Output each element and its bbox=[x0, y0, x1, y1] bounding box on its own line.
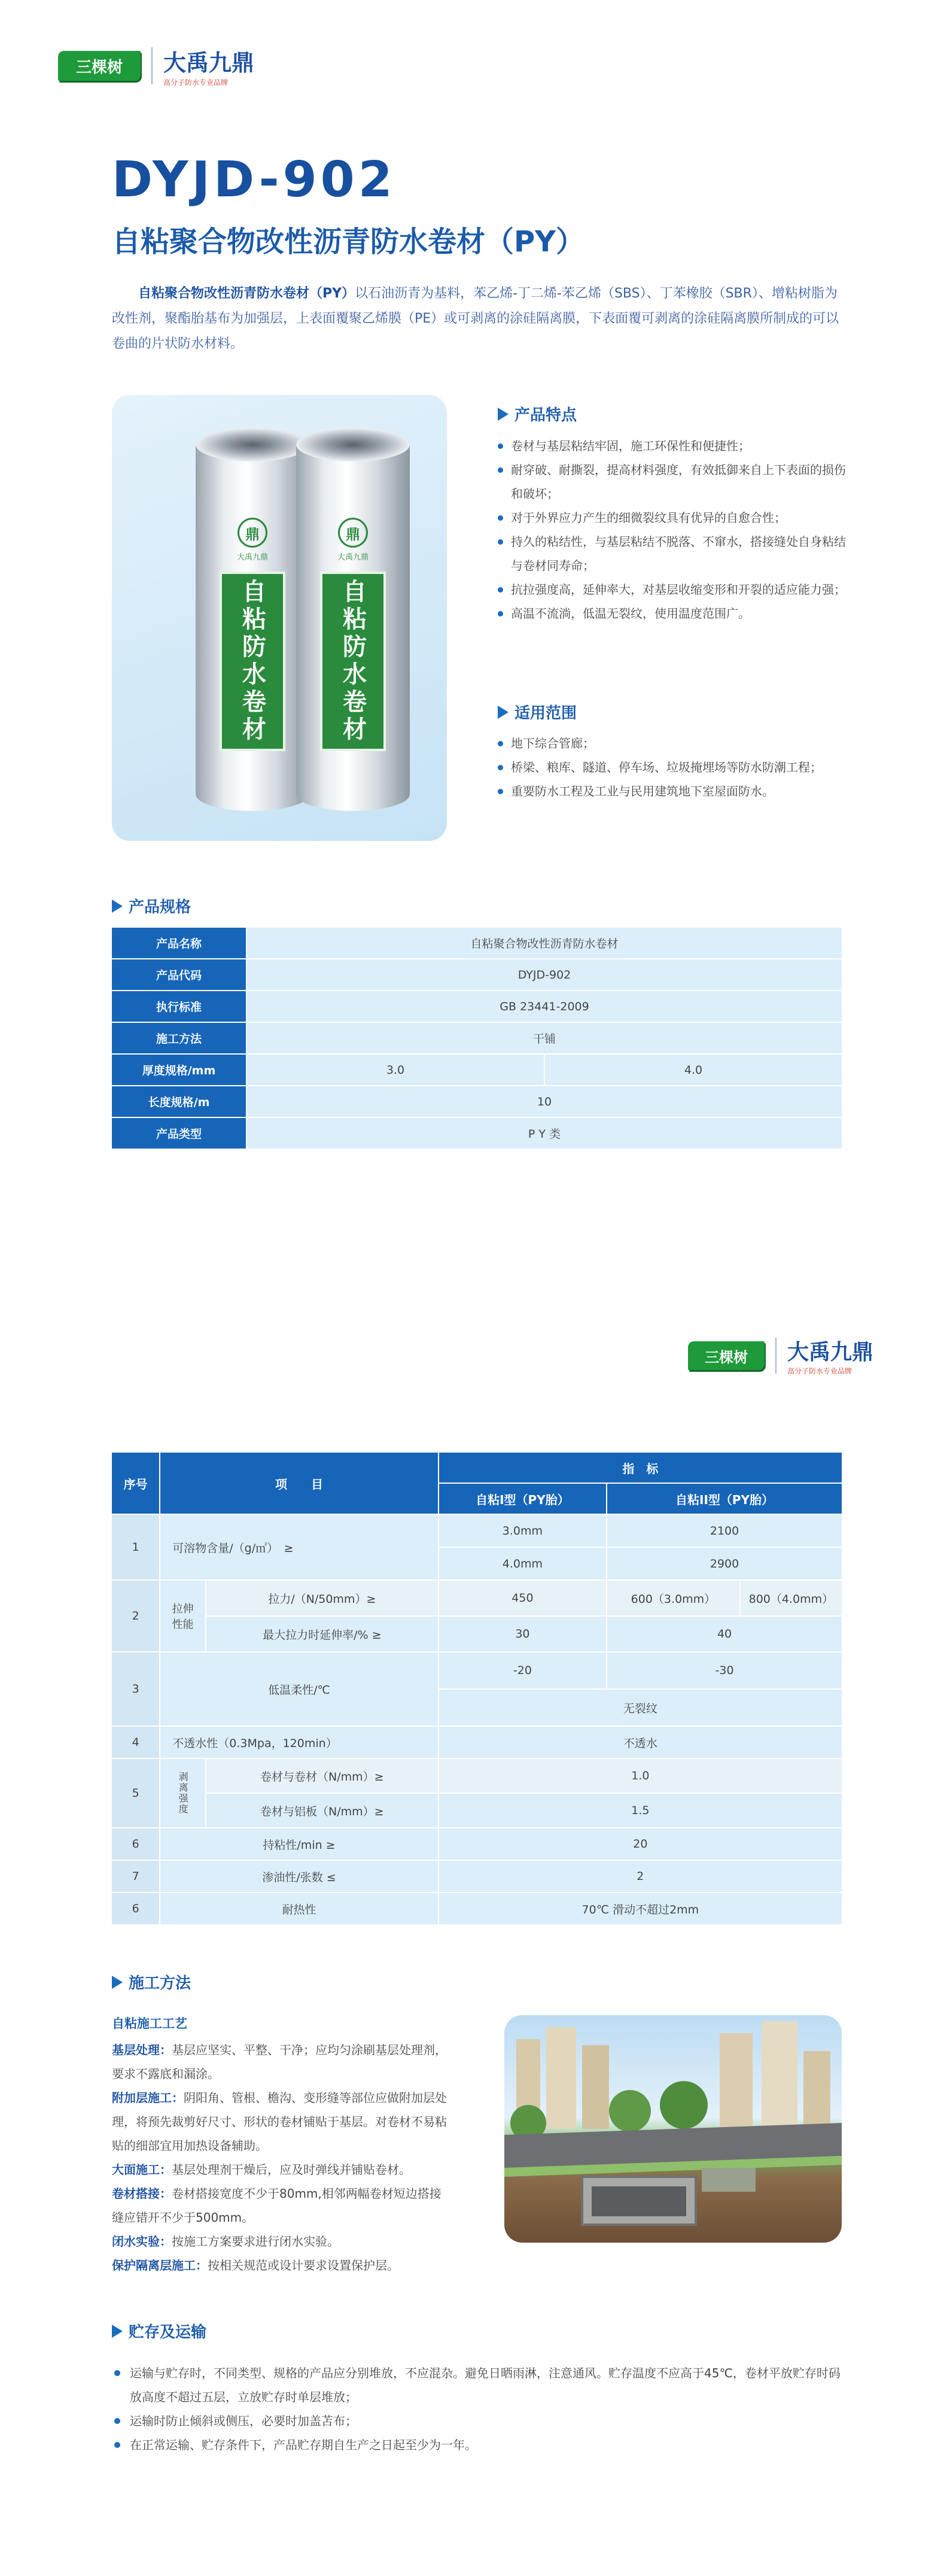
step-text: 卷材搭接宽度不少于80mm,相邻两幅卷材短边搭接缝应错开不少于500mm。 bbox=[112, 2186, 441, 2225]
row-item: 最大拉力时延伸率/% ≥ bbox=[206, 1617, 438, 1651]
cell: 1.0 bbox=[439, 1759, 842, 1793]
tunnel-interior bbox=[592, 2186, 686, 2216]
step-text: 阴阳角、管根、檐沟、变形缝等部位应做附加层处理，将预先裁剪好尺寸、形状的卷材铺贴于基层。对卷材不易粘贴的细部宜用加热设备辅助。 bbox=[112, 2091, 447, 2153]
list-item: 运输与贮存时，不同类型、规格的产品应分别堆放，不应混杂。避免日晒雨淋，注意通风。贮存温度不应高于45℃，卷材平放贮存时码放高度不超过五层，立放贮存时单层堆放； bbox=[112, 2361, 842, 2409]
row-no: 4 bbox=[112, 1727, 159, 1758]
product-code-title: DYJD-902 bbox=[112, 151, 396, 208]
list-item: 抗拉强度高，延伸率大，对基层收缩变形和开裂的适应能力强； bbox=[498, 578, 848, 602]
spec-label: 厚度规格/mm bbox=[112, 1055, 246, 1085]
roll-brand: 大禹九鼎 bbox=[236, 553, 268, 562]
row-no: 1 bbox=[112, 1515, 159, 1579]
arrow-icon bbox=[112, 2325, 123, 2338]
col-header-indicator: 指 标 bbox=[439, 1453, 842, 1483]
spec-label: 执行标准 bbox=[112, 991, 246, 1022]
spec-value: 4.0 bbox=[545, 1055, 842, 1085]
spec-table bbox=[111, 926, 843, 1150]
spec-label: 产品类型 bbox=[112, 1118, 246, 1149]
step bbox=[112, 2038, 450, 2086]
spec-value: P Y 类 bbox=[247, 1118, 842, 1149]
roll-label: 自粘防水卷材 bbox=[320, 572, 386, 751]
scene-illustration bbox=[504, 2015, 842, 2243]
cell: 2100 bbox=[607, 1515, 842, 1547]
list-item: 卷材与基层粘结牢固，施工环保性和便捷性； bbox=[498, 434, 848, 458]
logo-divider bbox=[151, 47, 153, 84]
product-name-title: 自粘聚合物改性沥青防水卷材（PY） bbox=[112, 225, 584, 259]
table-row bbox=[112, 1118, 842, 1149]
arrow-icon bbox=[112, 900, 123, 913]
cell: 不透水 bbox=[439, 1727, 842, 1758]
table-row bbox=[112, 991, 842, 1022]
roll-left bbox=[196, 428, 309, 811]
brand-logo-middle bbox=[688, 1335, 873, 1377]
spec-value: 3.0 bbox=[247, 1055, 544, 1085]
scope-heading bbox=[498, 701, 577, 723]
step-key: 大面施工： bbox=[112, 2162, 172, 2177]
tree bbox=[609, 2090, 651, 2132]
product-intro bbox=[112, 281, 842, 357]
row-no: 3 bbox=[112, 1652, 159, 1726]
building bbox=[546, 2027, 576, 2129]
table-row bbox=[112, 1023, 842, 1053]
spec-value: GB 23441-2009 bbox=[247, 991, 842, 1022]
cell: 450 bbox=[439, 1581, 606, 1615]
row-item: 渗油性/张数 ≤ bbox=[160, 1861, 437, 1892]
building bbox=[762, 2021, 797, 2129]
features-heading bbox=[498, 403, 577, 425]
col-header-item: 项 目 bbox=[160, 1453, 437, 1514]
arrow-icon bbox=[498, 408, 509, 421]
cell: -20 bbox=[439, 1652, 606, 1688]
roll-label: 自粘防水卷材 bbox=[220, 572, 285, 751]
scope-heading-text: 适用范围 bbox=[514, 704, 577, 722]
row-item: 不透水性（0.3Mpa，120min） bbox=[160, 1727, 437, 1758]
storage-list bbox=[112, 2361, 842, 2457]
step-text: 基层应坚实、平整、干净；应均匀涂刷基层处理剂，要求不露底和漏涂。 bbox=[112, 2043, 447, 2081]
list-item: 高温不流淌，低温无裂纹，使用温度范围广。 bbox=[498, 602, 848, 625]
list-item: 在正常运输、贮存条件下，产品贮存期自生产之日起至少为一年。 bbox=[112, 2433, 842, 2457]
row-group: 拉伸性能 bbox=[160, 1581, 205, 1651]
application-scene-image bbox=[504, 2015, 842, 2243]
table-row bbox=[112, 928, 842, 958]
intro-body: 以石油沥青为基料，苯乙烯-丁二烯-苯乙烯（SBS）、丁苯橡胶（SBR）、增粘树脂为改性剂，聚酯胎基布为加强层，上表面覆聚乙烯膜（PE）或可剥离的涂硅隔离膜，下表面覆可剥离的涂硅隔离膜所制成的可以卷曲的片状防水材料。 bbox=[112, 286, 839, 351]
spec-label: 产品代码 bbox=[112, 959, 246, 990]
cell: 30 bbox=[439, 1617, 606, 1651]
brand-logo-top bbox=[58, 45, 254, 87]
intro-lead: 自粘聚合物改性沥青防水卷材（PY） bbox=[138, 286, 355, 301]
indicators-table bbox=[111, 1451, 843, 1925]
arrow-icon bbox=[112, 1976, 123, 1989]
step-text: 基层处理剂干燥后，应及时弹线并铺贴卷材。 bbox=[172, 2162, 411, 2177]
cell: 70℃ 滑动不超过2mm bbox=[439, 1893, 842, 1924]
cell: 2900 bbox=[607, 1548, 842, 1579]
arrow-icon bbox=[498, 706, 509, 719]
roll-end bbox=[196, 428, 309, 461]
cell: 3.0mm bbox=[439, 1515, 606, 1547]
row-no: 6 bbox=[112, 1828, 159, 1860]
step bbox=[112, 2158, 450, 2182]
spec-heading-text: 产品规格 bbox=[129, 898, 191, 916]
spec-value: 自粘聚合物改性沥青防水卷材 bbox=[247, 928, 842, 958]
row-group: 剥离强度 bbox=[160, 1759, 205, 1827]
row-no: 6 bbox=[112, 1893, 159, 1924]
spec-value: 干铺 bbox=[247, 1023, 842, 1053]
row-no: 5 bbox=[112, 1759, 159, 1827]
step-text: 按相关规范或设计要求设置保护层。 bbox=[208, 2258, 399, 2273]
row-item: 可溶物含量/（g/㎡） ≥ bbox=[160, 1515, 437, 1579]
storage-heading bbox=[112, 2320, 206, 2342]
construction-subheading: 自粘施工工艺 bbox=[112, 2016, 187, 2031]
spec-label: 产品名称 bbox=[112, 928, 246, 958]
step-key: 附加层施工： bbox=[112, 2091, 184, 2105]
roll-right bbox=[296, 428, 410, 811]
row-no: 7 bbox=[112, 1861, 159, 1892]
step bbox=[112, 2229, 450, 2253]
step bbox=[112, 2182, 450, 2229]
features-heading-text: 产品特点 bbox=[514, 406, 577, 424]
roll-logo-icon: 鼎 bbox=[238, 518, 267, 548]
cell: 40 bbox=[607, 1617, 842, 1651]
construction-steps bbox=[112, 2038, 450, 2277]
logo-brand-name: 大禹九鼎 bbox=[787, 1340, 874, 1365]
building bbox=[720, 2033, 753, 2129]
table-row bbox=[112, 959, 842, 990]
roll-end bbox=[296, 428, 410, 461]
cell: 4.0mm bbox=[439, 1548, 606, 1579]
step-text: 按施工方案要求进行闭水实验。 bbox=[172, 2234, 339, 2249]
roll-logo-icon: 鼎 bbox=[338, 518, 368, 548]
step-key: 卷材搭接： bbox=[112, 2186, 172, 2201]
sankeshu-badge: 三棵树 bbox=[58, 51, 141, 81]
col-header-no: 序号 bbox=[112, 1453, 159, 1514]
list-item: 地下综合管廊； bbox=[498, 731, 848, 755]
row-item: 耐热性 bbox=[160, 1893, 437, 1924]
roll-brand: 大禹九鼎 bbox=[337, 553, 369, 562]
step-key: 基层处理： bbox=[112, 2043, 172, 2057]
construction-heading-text: 施工方法 bbox=[129, 1974, 191, 1992]
row-item: 卷材与铝板（N/mm）≥ bbox=[206, 1794, 438, 1827]
list-item: 运输时防止倾斜或侧压，必要时加盖苫布； bbox=[112, 2409, 842, 2433]
table-row bbox=[112, 1055, 842, 1085]
features-list bbox=[498, 434, 848, 625]
row-item: 拉力/（N/50mm）≥ bbox=[206, 1581, 438, 1615]
col-header-type2: 自粘II型（PY胎） bbox=[607, 1484, 842, 1514]
sankeshu-badge: 三棵树 bbox=[688, 1341, 765, 1370]
logo-divider bbox=[775, 1338, 777, 1374]
table-row bbox=[112, 1086, 842, 1117]
row-item: 卷材与卷材（N/mm）≥ bbox=[206, 1759, 438, 1793]
cell: 无裂纹 bbox=[439, 1690, 842, 1726]
cell: 2 bbox=[439, 1861, 842, 1892]
list-item: 重要防水工程及工业与民用建筑地下室屋面防水。 bbox=[498, 779, 848, 803]
product-image bbox=[112, 395, 447, 841]
list-item: 对于外界应力产生的细微裂纹具有优异的自愈合性； bbox=[498, 506, 848, 530]
cell: 1.5 bbox=[439, 1794, 842, 1827]
spec-label: 长度规格/m bbox=[112, 1086, 246, 1117]
spec-value: DYJD-902 bbox=[247, 959, 842, 990]
construction-heading bbox=[112, 1971, 191, 1993]
building bbox=[803, 2051, 830, 2129]
tree bbox=[660, 2081, 708, 2129]
list-item: 桥梁、粮库、隧道、停车场、垃圾掩埋场等防水防潮工程； bbox=[498, 755, 848, 779]
row-item: 持粘性/min ≥ bbox=[160, 1828, 437, 1860]
col-header-type1: 自粘I型（PY胎） bbox=[439, 1484, 606, 1514]
row-item: 低温柔性/℃ bbox=[160, 1652, 437, 1726]
cell: 20 bbox=[439, 1828, 842, 1860]
building bbox=[582, 2045, 609, 2129]
culvert bbox=[702, 2168, 756, 2192]
cell: 600（3.0mm） bbox=[607, 1581, 739, 1615]
cell: -30 bbox=[607, 1652, 842, 1688]
step-key: 保护隔离层施工： bbox=[112, 2258, 208, 2273]
step-key: 闭水实验： bbox=[112, 2234, 172, 2249]
scope-list bbox=[498, 731, 848, 803]
spec-label: 施工方法 bbox=[112, 1023, 246, 1053]
cell: 800（4.0mm） bbox=[741, 1581, 842, 1615]
step bbox=[112, 2253, 450, 2277]
spec-value: 10 bbox=[247, 1086, 842, 1117]
step bbox=[112, 2086, 450, 2158]
list-item: 持久的粘结性，与基层粘结不脱落、不窜水，搭接缝处自身粘结与卷材同寿命； bbox=[498, 530, 848, 578]
row-no: 2 bbox=[112, 1581, 159, 1651]
storage-heading-text: 贮存及运输 bbox=[129, 2323, 207, 2341]
logo-brand-name: 大禹九鼎 bbox=[163, 50, 255, 76]
logo-slogan: 高分子防水专业品牌 bbox=[163, 78, 229, 87]
logo-slogan: 高分子防水专业品牌 bbox=[787, 1367, 852, 1375]
spec-heading bbox=[112, 895, 191, 917]
list-item: 耐穿破、耐撕裂，提高材料强度，有效抵御来自上下表面的损伤和破坏； bbox=[498, 458, 848, 506]
